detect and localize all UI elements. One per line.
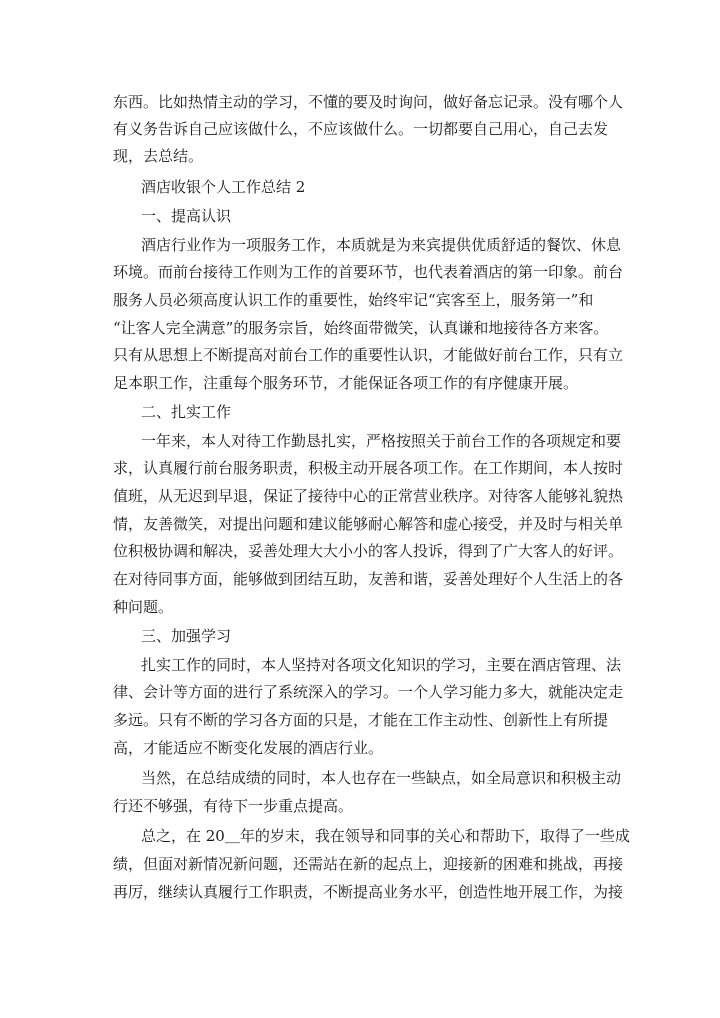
text-line: 足本职工作，注重每个服务环节，才能保证各项工作的有序健康开展。	[113, 374, 579, 392]
text-line: 服务人员必须高度认识工作的重要性，始终牢记“宾客至上，服务第一”和	[113, 291, 594, 309]
text-line: “让客人完全满意”的服务宗旨，始终面带微笑，认真谦和地接待各方来客。	[113, 319, 609, 337]
text-line: 东西。比如热情主动的学习，不懂的要及时询问，做好备忘记录。没有哪个人	[113, 93, 624, 111]
text-line: 位积极协调和解决，妥善处理大大小小的客人投诉，得到了广大客人的好评。	[113, 542, 624, 560]
text-line: 行还不够强，有待下一步重点提高。	[113, 797, 354, 815]
section-title: 酒店收银个人工作总结 2	[141, 178, 306, 196]
section-heading: 三、加强学习	[141, 627, 232, 645]
text-line: 求，认真履行前台服务职责，积极主动开展各项工作。在工作期间，本人按时	[113, 459, 624, 477]
text-line: 情，友善微笑，对提出问题和建议能够耐心解答和虚心接受，并及时与相关单	[113, 515, 624, 533]
text-line: 酒店行业作为一项服务工作，本质就是为来宾提供优质舒适的餐饮、休息	[141, 236, 622, 254]
section-heading: 二、扎实工作	[141, 403, 232, 421]
text-line: 高，才能适应不断变化发展的酒店行业。	[113, 739, 384, 757]
text-line: 一年来，本人对待工作勤恳扎实，严格按照关于前台工作的各项规定和要	[141, 432, 622, 450]
text-line: 扎实工作的同时，本人坚持对各项文化知识的学习，主要在酒店管理、法	[141, 656, 622, 674]
text-line: 总之，在 20＿年的岁末，我在领导和同事的关心和帮助下，取得了一些成	[141, 827, 630, 845]
text-line: 有义务告诉自己应该做什么，不应该做什么。一切都要自己用心，自己去发	[113, 120, 609, 138]
section-heading: 一、提高认识	[141, 207, 232, 225]
text-line: 种问题。	[113, 598, 174, 616]
text-line: 值班，从无迟到早退，保证了接待中心的正常营业秩序。对待客人能够礼貌热	[113, 487, 624, 505]
text-line: 多远。只有不断的学习各方面的只是，才能在工作主动性、创新性上有所提	[113, 711, 609, 729]
text-line: 律、会计等方面的进行了系统深入的学习。一个人学习能力多大，就能决定走	[113, 683, 624, 701]
text-line: 绩，但面对新情况新问题，还需站在新的起点上，迎接新的困难和挑战，再接	[113, 855, 624, 873]
text-line: 现，去总结。	[113, 147, 204, 165]
text-line: 在对待同事方面，能够做到团结互助，友善和谐，妥善处理好个人生活上的各	[113, 570, 624, 588]
text-line: 再厉，继续认真履行工作职责，不断提高业务水平，创造性地开展工作，为接	[113, 883, 624, 901]
text-line: 环境。而前台接待工作则为工作的首要环节，也代表着酒店的第一印象。前台	[113, 263, 624, 281]
text-line: 只有从思想上不断提高对前台工作的重要性认识，才能做好前台工作，只有立	[113, 346, 624, 364]
text-line: 当然，在总结成绩的同时，本人也存在一些缺点，如全局意识和积极主动	[141, 769, 622, 787]
